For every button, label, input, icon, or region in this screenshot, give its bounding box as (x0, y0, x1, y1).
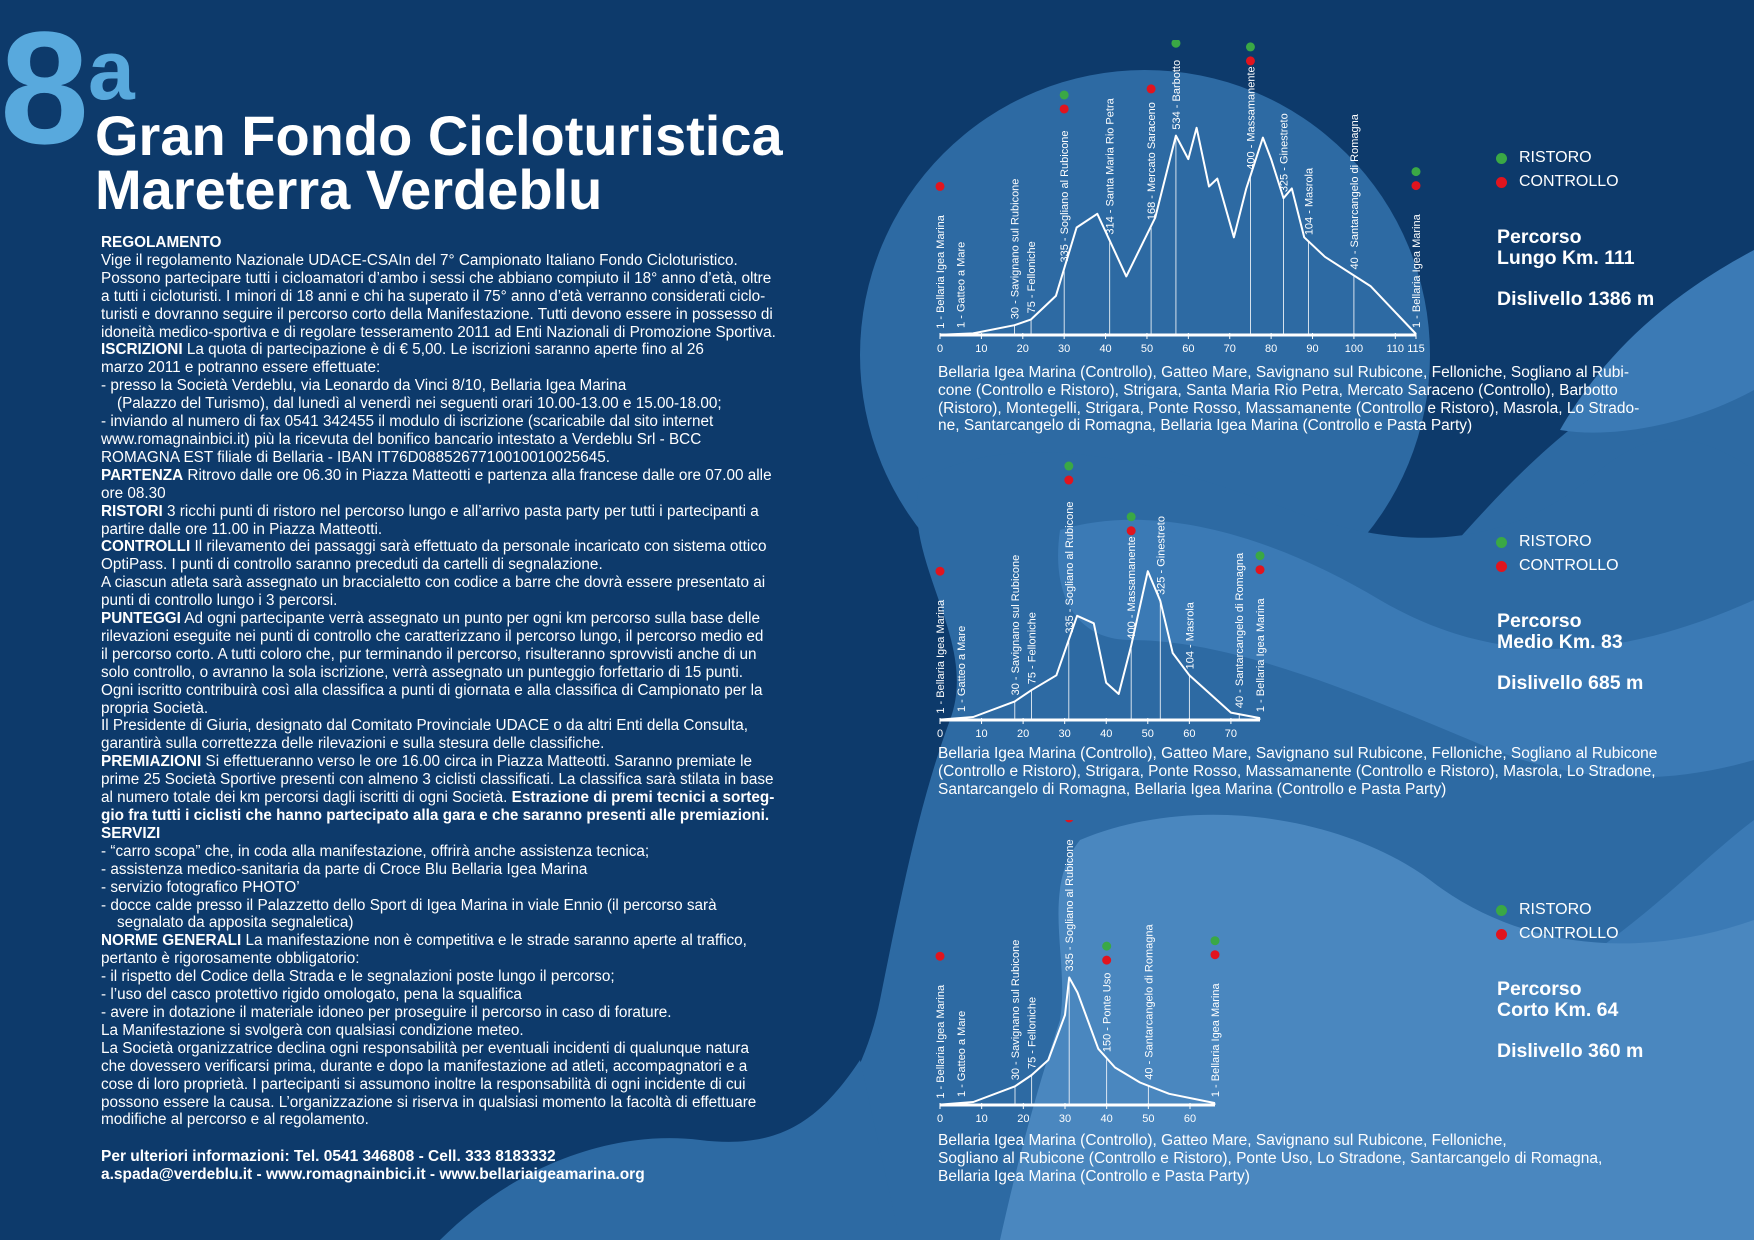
legend-ristoro: RISTORO (1496, 898, 1619, 922)
regulation-text: segnalato da apposita segnaletica) (117, 914, 354, 932)
regulation-text: (Palazzo del Turismo), dal lunedì al venerdì nei seguenti orari 10.00-13.00 e 15.00-18.00; (117, 395, 722, 413)
x-tick-label: 60 (1182, 343, 1195, 355)
legend-medio (1496, 530, 1619, 578)
x-tick-label: 50 (1142, 1113, 1155, 1125)
regulation-text: il percorso corto. A tutti coloro che, pur terminando il percorso, risulteranno sprovvisti anche di un (101, 645, 757, 663)
regulation-line (101, 306, 821, 324)
elevation-line (940, 978, 1215, 1105)
legend-controllo: CONTROLLO (1496, 922, 1619, 946)
x-tick-label: 0 (936, 343, 944, 355)
regulation-line (101, 1094, 821, 1112)
x-tick-label: 30 (1058, 343, 1071, 355)
location-label: 314 - Santa Maria Rio Petra (1104, 98, 1117, 235)
regulation-line (101, 252, 821, 270)
regulation-line (101, 825, 821, 843)
regulation-heading: PREMIAZIONI (101, 753, 202, 771)
regulation-line (101, 341, 821, 359)
regulation-line (101, 628, 821, 646)
location-label: 75 - Felloniche (1026, 996, 1039, 1069)
x-tick-label: 20 (1017, 1113, 1030, 1125)
location-label: 400 - Massamanente (1126, 536, 1139, 640)
regulation-text: pertanto è rigorosamente obbligatorio: (101, 950, 360, 968)
location-label: 1 - Bellaria Igea Marina (935, 215, 947, 329)
legend-lungo (1496, 146, 1619, 194)
x-tick-label: 50 (1140, 343, 1154, 355)
regulation-text: - “carro scopa” che, in coda alla manifestazione, offrirà anche assistenza tecnica; (101, 842, 650, 860)
regulation-line (101, 843, 821, 861)
regulation-line (101, 1040, 821, 1058)
controllo-marker-icon (1064, 476, 1073, 485)
regulation-line (101, 1022, 821, 1040)
regulation-line (101, 789, 821, 807)
regulation-heading: gio fra tutti i ciclisti che hanno partecipato alla gara e che saranno presenti alle premiazioni. (101, 807, 770, 824)
controllo-marker-icon (1127, 526, 1136, 535)
regulation-text: ROMAGNA EST filiale di Bellaria - IBAN IT76D0885267710010010025645. (101, 448, 611, 466)
x-tick-label: 20 (1016, 343, 1029, 355)
ristoro-marker-icon (1127, 512, 1136, 521)
x-tick-label: 80 (1265, 343, 1278, 355)
location-label: 1 - Bellaria Igea Marina (935, 599, 947, 714)
regulation-text: partire dalle ore 11.00 in Piazza Matteotti. (101, 520, 383, 538)
location-label: 40 - Santarcangelo di Romagna (1234, 552, 1247, 709)
regulation-text: - avere in dotazione il materiale idoneo per proseguire il percorso in caso di forature. (101, 1003, 672, 1021)
regulation-line (101, 914, 821, 932)
regulation-text: turisti e dovranno seguire il percorso corto della Manifestazione. Tutti devono essere in possesso di (101, 305, 773, 323)
ristoro-marker-icon (1256, 551, 1265, 560)
regulation-line (101, 717, 821, 735)
x-tick-label: 40 (1100, 728, 1113, 740)
location-label: 1 - Gatteo a Mare (955, 241, 968, 328)
route-description-lungo: Bellaria Igea Marina (Controllo), Gatteo Mare, Savignano sul Rubicone, Felloniche, Sogliano al Rubi- cone (Controllo e Ristoro), Strigara, Santa Maria Rio Petra, Mercato Saraceno (Controllo), Barbotto (Ristoro), Montegelli, Strigara, Ponte Rosso, Massamanente (Controllo e Ristoro), Masrola, Lo Strado- ne, Santarcangelo di Romagna, Bellaria Igea Marina (Controllo e Pasta Party) (938, 364, 1640, 435)
x-tick-label: 30 (1058, 1113, 1072, 1125)
controllo-marker-icon (1065, 820, 1074, 822)
contact-web: a.spada@verdeblu.it - www.romagnainbici.it - www.bellariaigeamarina.org (101, 1166, 645, 1183)
location-label: 400 - Massamanente (1245, 66, 1258, 170)
location-label: 1 - Bellaria Igea Marina (1255, 598, 1267, 713)
regulation-heading: RISTORI (101, 502, 163, 520)
regulation-text: 3 ricchi punti di ristoro nel percorso lungo e all’arrivo pasta party per tutti i partecipanti a (162, 502, 759, 520)
location-label: 30 - Savignano sul Rubicone (1010, 939, 1022, 1081)
regulation-text: che dovessero verificarsi prima, durante e dopo la manifestazione ad atleti, accompagnatori e a (101, 1057, 748, 1075)
regulation-line (101, 968, 821, 986)
location-label: 150 - Ponte Uso (1101, 972, 1114, 1053)
route-description-medio: Bellaria Igea Marina (Controllo), Gatteo Mare, Savignano sul Rubicone, Felloniche, Sogliano al Rubicone (Controllo e Ristoro), Strigara, Ponte Rosso, Massamanente (Controllo e Ristoro), Masrola, Lo Stradone, Santarcangelo di Romagna, Bellaria Igea Marina (Controllo e Pasta Party) (938, 745, 1658, 798)
controllo-marker-icon (1412, 181, 1421, 190)
x-tick-label: 50 (1141, 728, 1154, 740)
x-tick-label: 60 (1183, 728, 1196, 740)
regulation-text: A ciascun atleta sarà assegnato un braccialetto con codice a barre che dovrà essere presentato ai (101, 574, 766, 592)
legend-controllo: CONTROLLO (1496, 170, 1619, 194)
regulation-heading: Estrazione di premi tecnici a sorteg- (511, 789, 775, 807)
route-summary-medio: Percorso Medio Km. 83 Dislivello 685 m (1497, 610, 1644, 694)
page-title-line1: Gran Fondo Cicloturistica (95, 104, 783, 167)
regulation-text: - il rispetto del Codice della Strada e le segnalazioni poste lungo il percorso; (101, 968, 615, 986)
regulation-text: - presso la Società Verdeblu, via Leonardo da Vinci 8/10, Bellaria Igea Marina (101, 377, 627, 395)
controllo-marker-icon (936, 567, 945, 576)
location-label: 335 - Sogliano al Rubicone (1064, 839, 1077, 972)
regulation-line (101, 682, 821, 700)
regulation-line (101, 1076, 821, 1094)
regulation-line (101, 270, 821, 288)
regulation-line (101, 485, 821, 503)
regulation-text: Ogni iscritto contribuirà così alla classifica a punti di giornata e alla classifica di Campionato per la (101, 681, 763, 699)
regulation-text: - servizio fotografico PHOTO’ (101, 878, 300, 896)
regulation-line (101, 521, 821, 539)
controllo-dot-icon (1496, 177, 1507, 188)
x-tick-label: 110 (1386, 343, 1405, 355)
regulation-line (101, 1058, 821, 1076)
regulation-line (101, 932, 821, 950)
x-tick-label: 60 (1183, 1113, 1197, 1125)
dislivello-medio: Dislivello 685 m (1497, 672, 1644, 694)
regulation-text: - l’uso del casco protettivo rigido omologato, pena la squalifica (101, 986, 522, 1004)
regulation-line (101, 592, 821, 610)
regulation-text: Possono partecipare tutti i cicloamatori d’ambo i sessi che abbiano compiuto il 18° anno d’età, oltre (101, 269, 772, 287)
location-label: 168 - Mercato Saraceno (1146, 102, 1159, 221)
regulations-text (101, 234, 821, 1129)
x-tick-label: 10 (975, 1113, 988, 1125)
x-tick-label: 0 (936, 1113, 944, 1125)
edition-number: 8 (0, 0, 85, 177)
regulation-text: - docce calde presso il Palazzetto dello Sport di Igea Marina in viale Ennio (il percorso sarà (101, 896, 717, 914)
controllo-dot-icon (1496, 561, 1507, 572)
ristoro-dot-icon (1496, 153, 1507, 164)
regulation-text: Il Presidente di Giuria, designato dal Comitato Provinciale UDACE o da altri Enti della Consulta, (101, 717, 749, 735)
regulation-text: cose di loro proprietà. I partecipanti si assumono inoltre la responsabilità di ogni incidente di cui (101, 1075, 746, 1093)
regulation-text: ore 08.30 (101, 484, 166, 502)
regulation-text: Ritrovo dalle ore 06.30 in Piazza Matteotti e partenza alla francese dalle ore 07.00 alle (183, 466, 772, 484)
x-tick-label: 40 (1100, 1113, 1113, 1125)
x-tick-label: 70 (1223, 343, 1236, 355)
regulation-line (101, 950, 821, 968)
regulation-text: La manifestazione non è competitiva e le strade saranno aperte al traffico, (241, 932, 747, 950)
contact-phone: Per ulteriori informazioni: Tel. 0541 346808 - Cell. 333 8183332 (101, 1148, 556, 1165)
regulation-line (101, 324, 821, 342)
regulation-line (101, 1111, 821, 1129)
legend-corto (1496, 898, 1619, 946)
regulation-line (101, 503, 821, 521)
ristoro-marker-icon (1211, 936, 1220, 945)
x-tick-label: 0 (936, 728, 944, 740)
controllo-marker-icon (1102, 956, 1111, 965)
regulation-line (101, 431, 821, 449)
regulation-line (101, 574, 821, 592)
regulation-text: - inviando al numero di fax 0541 342455 il modulo di iscrizione (scaricabile dal sito internet (101, 413, 714, 431)
location-label: 75 - Felloniche (1026, 241, 1039, 314)
regulation-text: La Manifestazione si svolgerà con qualsiasi condizione meteo. (101, 1021, 524, 1039)
location-label: 325 - Ginestreto (1155, 516, 1168, 595)
regulation-text: Ad ogni partecipante verrà assegnato un punto per ogni km percorso sulla base delle (180, 610, 760, 628)
regulation-text: marzo 2011 e potranno essere effettuate: (101, 359, 381, 377)
location-label: 75 - Felloniche (1026, 612, 1039, 685)
controllo-dot-icon (1496, 929, 1507, 940)
location-label: 1 - Gatteo a Mare (955, 625, 968, 712)
ristoro-marker-icon (1246, 42, 1255, 51)
regulation-heading: PARTENZA (101, 466, 184, 484)
legend-ristoro: RISTORO (1496, 530, 1619, 554)
regulation-heading: ISCRIZIONI (101, 341, 183, 359)
x-tick-label: 40 (1099, 343, 1112, 355)
regulation-text: La quota di partecipazione è di € 5,00. Le iscrizioni saranno aperte fino al 26 (182, 341, 704, 359)
regulation-line (101, 538, 821, 556)
regulation-line (101, 467, 821, 485)
controllo-marker-icon (1211, 950, 1220, 959)
location-label: 335 - Sogliano al Rubicone (1063, 501, 1076, 634)
regulation-heading: SERVIZI (101, 824, 161, 842)
ristoro-marker-icon (1064, 462, 1073, 471)
x-tick-label: 90 (1306, 343, 1319, 355)
regulation-line (101, 879, 821, 897)
route-summary-lungo: Percorso Lungo Km. 111 Dislivello 1386 m (1497, 226, 1655, 310)
regulation-line (101, 664, 821, 682)
regulation-text: www.romagnainbici.it) più la ricevuta del bonifico bancario intestato a Verdeblu Srl - BCC (101, 430, 702, 448)
regulation-line (101, 377, 821, 395)
ristoro-marker-icon (1412, 167, 1421, 176)
x-tick-label: 20 (1016, 728, 1030, 740)
page-title-line2: Mareterra Verdeblu (95, 158, 603, 221)
regulation-heading: CONTROLLI (101, 538, 191, 556)
location-label: 1 - Gatteo a Mare (955, 1010, 968, 1097)
elevation-profile-lungo (930, 40, 1430, 360)
regulation-line (101, 1004, 821, 1022)
location-label: 325 - Ginestreto (1278, 113, 1291, 193)
ristoro-marker-icon (1102, 942, 1111, 951)
regulation-text: propria Società. (101, 699, 209, 717)
regulation-line (101, 288, 821, 306)
controllo-marker-icon (1246, 56, 1255, 65)
controllo-marker-icon (936, 952, 945, 961)
location-label: 1 - Bellaria Igea Marina (935, 984, 947, 1099)
regulation-line (101, 556, 821, 574)
regulation-text: rilevazioni eseguite nei punti di controllo che caratterizzano il percorso lungo, il percorso medio ed (101, 627, 764, 645)
location-label: 1 - Bellaria Igea Marina (1210, 983, 1222, 1098)
location-label: 104 - Masrola (1303, 167, 1316, 236)
route-summary-corto: Percorso Corto Km. 64 Dislivello 360 m (1497, 978, 1644, 1062)
regulation-text: OptiPass. I punti di controllo saranno preceduti da cartelli di segnalazione. (101, 556, 603, 574)
regulation-line (101, 359, 821, 377)
regulation-heading: REGOLAMENTO (101, 234, 222, 251)
location-label: 40 - Santarcangelo di Romagna (1143, 924, 1156, 1080)
dislivello-lungo: Dislivello 1386 m (1497, 288, 1655, 310)
controllo-marker-icon (1147, 84, 1156, 93)
ristoro-dot-icon (1496, 905, 1507, 916)
regulation-text: garantirà sulla correttezza delle rilevazioni e sulla stesura delle classifiche. (101, 735, 605, 753)
regulation-text: a tutti i cicloturisti. I minori di 18 anni e chi ha superato il 75° anno d’età verranno considerati ciclo- (101, 287, 766, 305)
legend-controllo: CONTROLLO (1496, 554, 1619, 578)
regulation-heading: PUNTEGGI (101, 610, 181, 628)
regulation-line (101, 753, 821, 771)
x-tick-label: 70 (1224, 728, 1238, 740)
elevation-profile-corto (930, 820, 1250, 1130)
regulation-text: punti di controllo lungo i 3 percorsi. (101, 592, 338, 610)
regulation-line (101, 735, 821, 753)
x-tick-label: 100 (1344, 343, 1364, 355)
x-tick-label: 115 (1407, 343, 1425, 355)
regulation-line (101, 700, 821, 718)
regulation-text: possono essere la causa. L’organizzazione si riserva in qualsiasi momento la facoltà di effettuare (101, 1093, 757, 1111)
x-tick-label: 10 (975, 343, 988, 355)
x-tick-label: 10 (975, 728, 988, 740)
regulation-text: al numero totale dei km percorsi dagli iscritti di ogni Società. (101, 789, 512, 807)
regulation-line (101, 395, 821, 413)
regulation-text: Si effettueranno verso le ore 16.00 circa in Piazza Matteotti. Saranno premiate le (201, 753, 752, 771)
contact-info (101, 1148, 645, 1184)
regulation-text: - assistenza medico-sanitaria da parte di Croce Blu Bellaria Igea Marina (101, 860, 588, 878)
route-description-corto: Bellaria Igea Marina (Controllo), Gatteo Mare, Savignano sul Rubicone, Felloniche, Sogliano al Rubicone (Controllo e Ristoro), Ponte Uso, Lo Stradone, Santarcangelo di Romagna, Bellaria Igea Marina (Controllo e Pasta Party) (938, 1132, 1603, 1185)
location-label: 30 - Savignano sul Rubicone (1009, 178, 1022, 320)
regulation-line (101, 449, 821, 467)
location-label: 30 - Savignano sul Rubicone (1009, 554, 1022, 696)
regulation-text: La Società organizzatrice declina ogni responsabilità per eventuali incidenti di qualunque natura (101, 1039, 749, 1057)
location-label: 534 - Barbotto (1170, 59, 1183, 130)
regulation-text: prime 25 Società Sportive presenti con almeno 3 ciclisti classificati. La classifica sarà stilata in base (101, 771, 774, 789)
regulation-text: modifiche al percorso e al regolamento. (101, 1111, 369, 1129)
regulation-line (101, 771, 821, 789)
dislivello-corto: Dislivello 360 m (1497, 1040, 1644, 1062)
location-label: 335 - Sogliano al Rubicone (1059, 130, 1072, 263)
regulation-line (101, 897, 821, 915)
ristoro-marker-icon (1060, 90, 1069, 99)
regulation-line (101, 986, 821, 1004)
regulation-text: idoneità medico-sportiva e di regolare tesseramento 2011 ad Enti Nazionali di Promozione Sportiva. (101, 323, 776, 341)
elevation-line (940, 571, 1260, 719)
controllo-marker-icon (936, 182, 945, 191)
location-label: 40 - Santarcangelo di Romagna (1348, 114, 1361, 270)
location-label: 1 - Bellaria Igea Marina (1411, 214, 1423, 329)
edition-suffix: a (88, 23, 135, 117)
location-label: 104 - Masrola (1184, 602, 1197, 670)
regulation-heading: NORME GENERALI (101, 932, 242, 950)
regulation-line (101, 610, 821, 628)
regulation-text: Il rilevamento dei passaggi sarà effettuato da personale incaricato con sistema ottico (190, 538, 767, 556)
regulation-text: solo controllo, o avranno la sola iscrizione, verrà assegnato un punteggio forfettario di 15 punti. (101, 663, 744, 681)
controllo-marker-icon (1060, 104, 1069, 113)
regulation-text: Vige il regolamento Nazionale UDACE-CSAIn del 7° Campionato Italiano Fondo Cicloturistico. (101, 251, 738, 269)
regulation-line (101, 861, 821, 879)
ristoro-dot-icon (1496, 537, 1507, 548)
x-tick-label: 30 (1058, 728, 1071, 740)
legend-ristoro: RISTORO (1496, 146, 1619, 170)
controllo-marker-icon (1256, 565, 1265, 574)
regulation-line (101, 646, 821, 664)
regulation-line (101, 234, 821, 252)
ristoro-marker-icon (1171, 40, 1180, 48)
regulation-line (101, 413, 821, 431)
regulation-line (101, 807, 821, 825)
elevation-profile-medio (930, 440, 1290, 740)
